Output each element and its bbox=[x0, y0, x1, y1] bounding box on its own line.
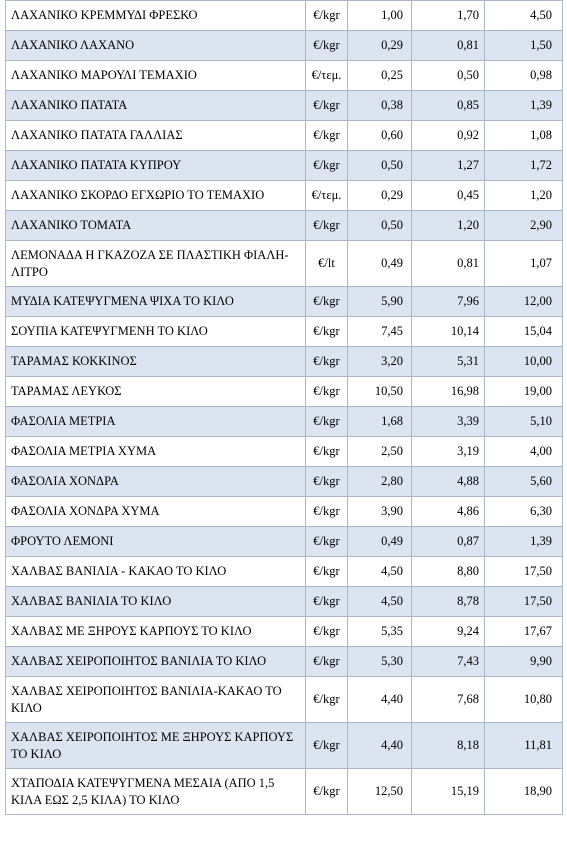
avg-price-cell: 4,86 bbox=[412, 497, 485, 527]
min-price-cell: 0,25 bbox=[348, 61, 412, 91]
min-price-cell: 0,49 bbox=[348, 241, 412, 287]
min-price-cell: 5,90 bbox=[348, 287, 412, 317]
product-name: ΣΟΥΠΙΑ ΚΑΤΕΨΥΓΜΕΝΗ ΤΟ ΚΙΛΟ bbox=[6, 317, 306, 347]
unit-cell: €/kgr bbox=[306, 437, 348, 467]
avg-price-cell: 4,88 bbox=[412, 467, 485, 497]
avg-price-cell: 9,24 bbox=[412, 617, 485, 647]
table-row bbox=[6, 527, 563, 557]
table-row bbox=[6, 377, 563, 407]
unit-cell: €/kgr bbox=[306, 587, 348, 617]
table-row bbox=[6, 677, 563, 723]
unit-cell: €/kgr bbox=[306, 677, 348, 723]
unit-cell: €/kgr bbox=[306, 723, 348, 769]
product-name: ΧΤΑΠΟΔΙΑ ΚΑΤΕΨΥΓΜΕΝΑ ΜΕΣΑΙΑ (ΑΠΟ 1,5 ΚΙΛΑ ΕΩΣ 2,5 ΚΙΛΑ) ΤΟ ΚΙΛΟ bbox=[6, 769, 306, 815]
max-price-cell: 10,80 bbox=[485, 677, 563, 723]
unit-cell: €/kgr bbox=[306, 91, 348, 121]
avg-price-cell: 0,92 bbox=[412, 121, 485, 151]
min-price-cell: 12,50 bbox=[348, 769, 412, 815]
table-row bbox=[6, 91, 563, 121]
product-name: ΧΑΛΒΑΣ ΧΕΙΡΟΠΟΙΗΤΟΣ ΒΑΝΙΛΙΑ ΤΟ ΚΙΛΟ bbox=[6, 647, 306, 677]
avg-price-cell: 0,45 bbox=[412, 181, 485, 211]
max-price-cell: 6,30 bbox=[485, 497, 563, 527]
avg-price-cell: 0,81 bbox=[412, 241, 485, 287]
min-price-cell: 4,40 bbox=[348, 723, 412, 769]
min-price-cell: 0,49 bbox=[348, 527, 412, 557]
table-row bbox=[6, 211, 563, 241]
max-price-cell: 4,50 bbox=[485, 1, 563, 31]
avg-price-cell: 0,85 bbox=[412, 91, 485, 121]
avg-price-cell: 3,39 bbox=[412, 407, 485, 437]
avg-price-cell: 5,31 bbox=[412, 347, 485, 377]
table-row bbox=[6, 61, 563, 91]
max-price-cell: 1,08 bbox=[485, 121, 563, 151]
min-price-cell: 0,38 bbox=[348, 91, 412, 121]
table-row bbox=[6, 31, 563, 61]
avg-price-cell: 1,27 bbox=[412, 151, 485, 181]
table-row bbox=[6, 151, 563, 181]
unit-cell: €/kgr bbox=[306, 377, 348, 407]
table-row bbox=[6, 317, 563, 347]
unit-cell: €/kgr bbox=[306, 647, 348, 677]
avg-price-cell: 10,14 bbox=[412, 317, 485, 347]
product-name: ΛΑΧΑΝΙΚΟ ΜΑΡΟΥΛΙ ΤΕΜΑΧΙΟ bbox=[6, 61, 306, 91]
avg-price-cell: 1,70 bbox=[412, 1, 485, 31]
max-price-cell: 5,60 bbox=[485, 467, 563, 497]
max-price-cell: 1,72 bbox=[485, 151, 563, 181]
unit-cell: €/kgr bbox=[306, 317, 348, 347]
unit-cell: €/kgr bbox=[306, 347, 348, 377]
unit-cell: €/kgr bbox=[306, 211, 348, 241]
table-row bbox=[6, 181, 563, 211]
unit-cell: €/kgr bbox=[306, 151, 348, 181]
product-name: ΤΑΡΑΜΑΣ ΛΕΥΚΟΣ bbox=[6, 377, 306, 407]
avg-price-cell: 8,78 bbox=[412, 587, 485, 617]
table-row bbox=[6, 497, 563, 527]
min-price-cell: 0,29 bbox=[348, 181, 412, 211]
avg-price-cell: 0,81 bbox=[412, 31, 485, 61]
product-name: ΛΑΧΑΝΙΚΟ ΚΡΕΜΜΥΔΙ ΦΡΕΣΚΟ bbox=[6, 1, 306, 31]
max-price-cell: 0,98 bbox=[485, 61, 563, 91]
max-price-cell: 11,81 bbox=[485, 723, 563, 769]
max-price-cell: 17,67 bbox=[485, 617, 563, 647]
price-table bbox=[5, 0, 563, 815]
avg-price-cell: 15,19 bbox=[412, 769, 485, 815]
unit-cell: €/lt bbox=[306, 241, 348, 287]
table-row bbox=[6, 1, 563, 31]
unit-cell: €/τεμ. bbox=[306, 61, 348, 91]
product-name: ΛΑΧΑΝΙΚΟ ΠΑΤΑΤΑ bbox=[6, 91, 306, 121]
product-name: ΦΑΣΟΛΙΑ ΧΟΝΔΡΑ bbox=[6, 467, 306, 497]
table-row bbox=[6, 557, 563, 587]
table-row bbox=[6, 121, 563, 151]
max-price-cell: 4,00 bbox=[485, 437, 563, 467]
product-name: ΛΑΧΑΝΙΚΟ ΛΑΧΑΝΟ bbox=[6, 31, 306, 61]
min-price-cell: 3,90 bbox=[348, 497, 412, 527]
product-name: ΦΑΣΟΛΙΑ ΜΕΤΡΙΑ bbox=[6, 407, 306, 437]
unit-cell: €/kgr bbox=[306, 287, 348, 317]
product-name: ΜΥΔΙΑ ΚΑΤΕΨΥΓΜΕΝΑ ΨΙΧΑ ΤΟ ΚΙΛΟ bbox=[6, 287, 306, 317]
table-row bbox=[6, 587, 563, 617]
product-name: ΧΑΛΒΑΣ ΧΕΙΡΟΠΟΙΗΤΟΣ ΜΕ ΞΗΡΟΥΣ ΚΑΡΠΟΥΣ ΤΟ ΚΙΛΟ bbox=[6, 723, 306, 769]
unit-cell: €/kgr bbox=[306, 497, 348, 527]
min-price-cell: 2,50 bbox=[348, 437, 412, 467]
unit-cell: €/kgr bbox=[306, 557, 348, 587]
avg-price-cell: 8,18 bbox=[412, 723, 485, 769]
product-name: ΦΡΟΥΤΟ ΛΕΜΟΝΙ bbox=[6, 527, 306, 557]
unit-cell: €/kgr bbox=[306, 617, 348, 647]
min-price-cell: 4,40 bbox=[348, 677, 412, 723]
product-name: ΦΑΣΟΛΙΑ ΜΕΤΡΙΑ ΧΥΜΑ bbox=[6, 437, 306, 467]
product-name: ΦΑΣΟΛΙΑ ΧΟΝΔΡΑ ΧΥΜΑ bbox=[6, 497, 306, 527]
unit-cell: €/kgr bbox=[306, 407, 348, 437]
min-price-cell: 0,29 bbox=[348, 31, 412, 61]
product-name: ΛΑΧΑΝΙΚΟ ΠΑΤΑΤΑ ΓΑΛΛΙΑΣ bbox=[6, 121, 306, 151]
avg-price-cell: 1,20 bbox=[412, 211, 485, 241]
product-name: ΛΕΜΟΝΑΔΑ Η ΓΚΑΖΟΖΑ ΣΕ ΠΛΑΣΤΙΚΗ ΦΙΑΛΗ- ΛΙΤΡΟ bbox=[6, 241, 306, 287]
max-price-cell: 9,90 bbox=[485, 647, 563, 677]
avg-price-cell: 16,98 bbox=[412, 377, 485, 407]
table-row bbox=[6, 347, 563, 377]
unit-cell: €/kgr bbox=[306, 31, 348, 61]
min-price-cell: 3,20 bbox=[348, 347, 412, 377]
product-name: ΛΑΧΑΝΙΚΟ ΠΑΤΑΤΑ ΚΥΠΡΟΥ bbox=[6, 151, 306, 181]
product-name: ΧΑΛΒΑΣ ΜΕ ΞΗΡΟΥΣ ΚΑΡΠΟΥΣ ΤΟ ΚΙΛΟ bbox=[6, 617, 306, 647]
avg-price-cell: 7,96 bbox=[412, 287, 485, 317]
max-price-cell: 18,90 bbox=[485, 769, 563, 815]
max-price-cell: 12,00 bbox=[485, 287, 563, 317]
avg-price-cell: 0,87 bbox=[412, 527, 485, 557]
min-price-cell: 5,30 bbox=[348, 647, 412, 677]
min-price-cell: 10,50 bbox=[348, 377, 412, 407]
table-row bbox=[6, 467, 563, 497]
max-price-cell: 19,00 bbox=[485, 377, 563, 407]
table-row bbox=[6, 407, 563, 437]
table-row bbox=[6, 617, 563, 647]
min-price-cell: 7,45 bbox=[348, 317, 412, 347]
min-price-cell: 5,35 bbox=[348, 617, 412, 647]
max-price-cell: 1,07 bbox=[485, 241, 563, 287]
max-price-cell: 1,39 bbox=[485, 527, 563, 557]
product-name: ΤΑΡΑΜΑΣ ΚΟΚΚΙΝΟΣ bbox=[6, 347, 306, 377]
unit-cell: €/kgr bbox=[306, 121, 348, 151]
min-price-cell: 2,80 bbox=[348, 467, 412, 497]
unit-cell: €/kgr bbox=[306, 527, 348, 557]
unit-cell: €/kgr bbox=[306, 1, 348, 31]
table-row bbox=[6, 241, 563, 287]
product-name: ΧΑΛΒΑΣ ΒΑΝΙΛΙΑ ΤΟ ΚΙΛΟ bbox=[6, 587, 306, 617]
unit-cell: €/τεμ. bbox=[306, 181, 348, 211]
table-row bbox=[6, 647, 563, 677]
max-price-cell: 15,04 bbox=[485, 317, 563, 347]
avg-price-cell: 7,43 bbox=[412, 647, 485, 677]
min-price-cell: 1,68 bbox=[348, 407, 412, 437]
avg-price-cell: 3,19 bbox=[412, 437, 485, 467]
avg-price-cell: 0,50 bbox=[412, 61, 485, 91]
min-price-cell: 4,50 bbox=[348, 587, 412, 617]
min-price-cell: 0,50 bbox=[348, 151, 412, 181]
max-price-cell: 1,20 bbox=[485, 181, 563, 211]
max-price-cell: 5,10 bbox=[485, 407, 563, 437]
unit-cell: €/kgr bbox=[306, 769, 348, 815]
max-price-cell: 17,50 bbox=[485, 557, 563, 587]
table-row bbox=[6, 769, 563, 815]
table-row bbox=[6, 287, 563, 317]
table-row bbox=[6, 437, 563, 467]
product-name: ΧΑΛΒΑΣ ΧΕΙΡΟΠΟΙΗΤΟΣ ΒΑΝΙΛΙΑ-ΚΑΚΑΟ ΤΟ ΚΙΛΟ bbox=[6, 677, 306, 723]
table-row bbox=[6, 723, 563, 769]
max-price-cell: 17,50 bbox=[485, 587, 563, 617]
avg-price-cell: 8,80 bbox=[412, 557, 485, 587]
unit-cell: €/kgr bbox=[306, 467, 348, 497]
min-price-cell: 4,50 bbox=[348, 557, 412, 587]
avg-price-cell: 7,68 bbox=[412, 677, 485, 723]
min-price-cell: 1,00 bbox=[348, 1, 412, 31]
product-name: ΧΑΛΒΑΣ ΒΑΝΙΛΙΑ - ΚΑΚΑΟ ΤΟ ΚΙΛΟ bbox=[6, 557, 306, 587]
max-price-cell: 10,00 bbox=[485, 347, 563, 377]
min-price-cell: 0,50 bbox=[348, 211, 412, 241]
product-name: ΛΑΧΑΝΙΚΟ ΤΟΜΑΤΑ bbox=[6, 211, 306, 241]
max-price-cell: 2,90 bbox=[485, 211, 563, 241]
min-price-cell: 0,60 bbox=[348, 121, 412, 151]
product-name: ΛΑΧΑΝΙΚΟ ΣΚΟΡΔΟ ΕΓΧΩΡΙΟ ΤΟ ΤΕΜΑΧΙΟ bbox=[6, 181, 306, 211]
max-price-cell: 1,50 bbox=[485, 31, 563, 61]
max-price-cell: 1,39 bbox=[485, 91, 563, 121]
